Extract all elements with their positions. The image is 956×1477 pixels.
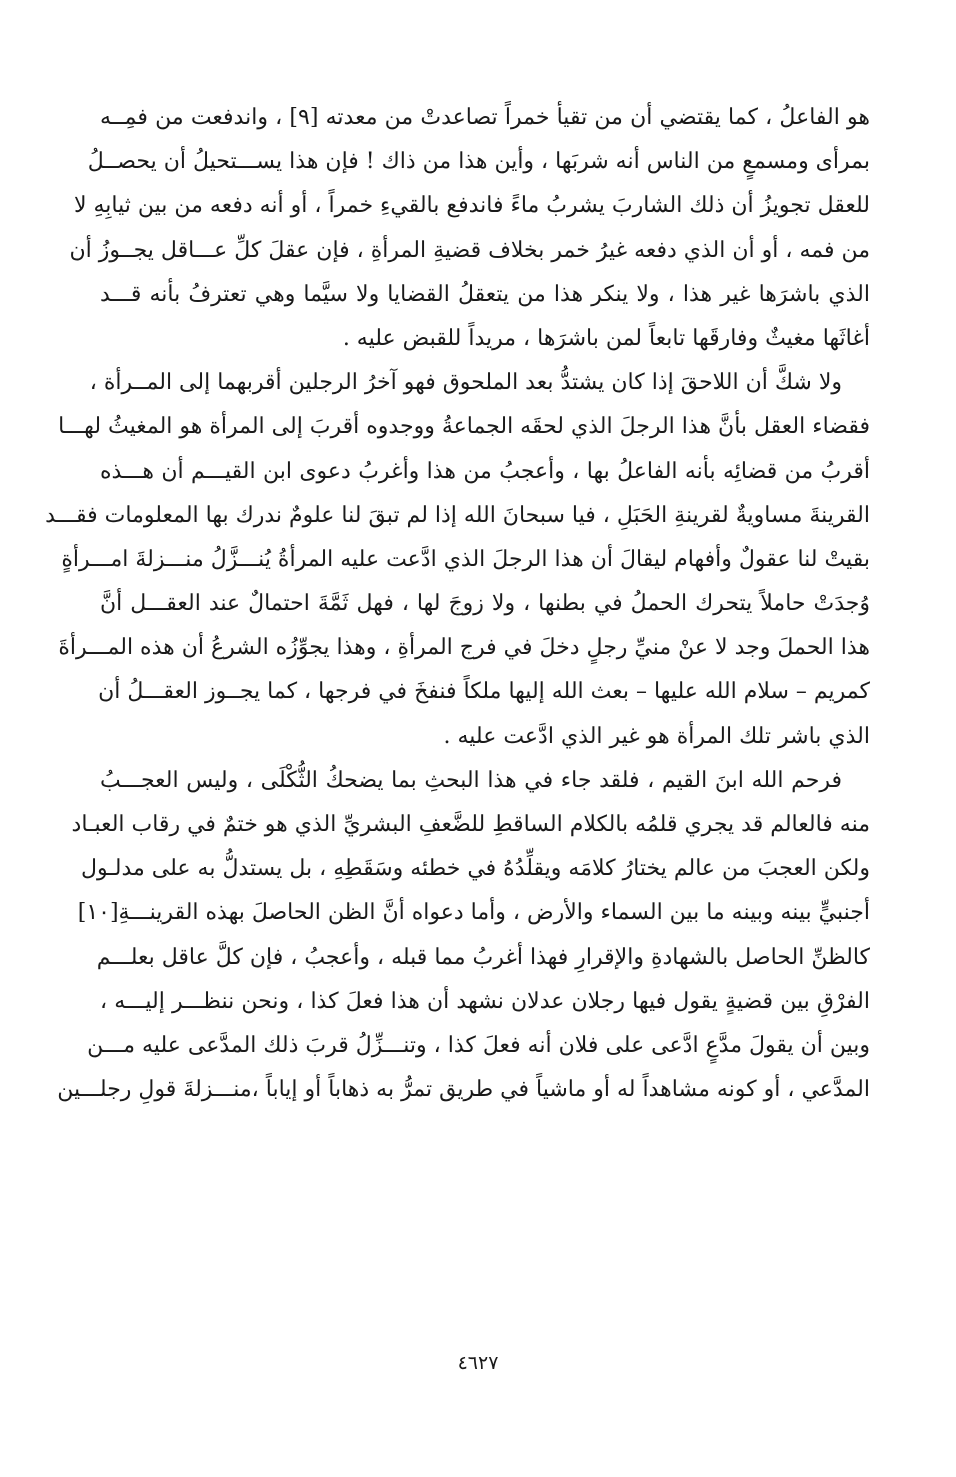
text-line: كالظنِّ الحاصل بالشهادةِ والإقرارِ فهذا أغربُ مما قبله ، وأعجبُ ، فإن كلَّ عاقل بعلـــم (96, 944, 870, 970)
text-line: كمريم – سلام الله عليها – بعث الله إليها ملكاً فنفخَ في فرجها ، كما يجــوز العقـــلُ أن (98, 679, 870, 705)
text-line: بقيتْ لنا عقولٌ وأفهام ليقالَ أن هذا الرجلَ الذي ادَّعت عليه المرأةُ يُنـــزَّلُ منـــزلةَ امـــرأةٍ (61, 546, 870, 572)
text-line: وبين أن يقولَ مدَّعٍ ادَّعى على فلان أنه فعلَ كذا ، وتنـــزِّلُ قربَ ذلك المدَّعى عليه مـــن (87, 1032, 870, 1058)
page-number: ٤٦٢٧ (457, 1352, 499, 1374)
paragraph-3 (57, 759, 870, 1113)
text-line: الفرْقِ بين قضيةٍ يقول فيها رجلان عدلان نشهد أن هذا فعلَ كذا ، ونحن ننظـــر إليـــه ، (100, 988, 870, 1014)
text-line: القرينةَ مساويةٌ لقرينةِ الحَبَلِ ، فيا سبحانَ الله إذا لم تبقَ لنا علومٌ ندرك بها المعلومات فقـــد (45, 502, 870, 528)
text-line: أقربُ من قضائِه بأنه الفاعلُ بها ، وأعجبُ من هذا وأغربُ دعوى ابن القيـــم أن هـــذه (100, 458, 870, 484)
text-line: الذي باشر تلك المرأة هو غير الذي ادَّعت عليه . (443, 723, 870, 749)
text-line: فرحم الله ابنَ القيم ، فلقد جاء في هذا البحثِ بما يضحكُ الثُّكْلَى ، وليس العجـــبُ (100, 767, 842, 793)
text-line: من فمه ، أو أن الذي دفعه غيرُ خمر بخلاف قضيةِ المرأةِ ، فإن عقلَ كلِّ عـــاقل يجــوزُ أن (69, 237, 870, 263)
text-line: وُجدَتْ حاملاً يتحرك الحملُ في بطنها ، ولا زوجَ لها ، فهل ثَمَّةَ احتمالٌ عند العقـــل أنَّ (100, 591, 870, 617)
text-line: هو الفاعلُ ، كما يقتضي أن من تقيأ خمراً تصاعدتْ من معدته [٩] ، واندفعت من فمِــه (100, 105, 870, 130)
text-line: أغاثَها مغيثٌ وفارقَها تابعاً لمن باشرَها ، مريداً للقبض عليه . (342, 325, 870, 351)
paragraph-1 (69, 96, 870, 361)
text-line: فقضاء العقل بأنَّ هذا الرجلَ الذي لحقَه الجماعةُ ووجدوه أقربَ إلى المرأة هو المغيثُ لهـــا (58, 414, 870, 440)
text-line: بمرأى ومسمعٍ من الناس أنه شربَها ، وأين هذا من ذاك ! فإن هذا يســـتحيلُ أن يحصــلُ (87, 149, 870, 175)
text-line: ولكن العجبَ من عالم يختارُ كلامَه ويقلِّدُهُ في خطئه وسَقَطِهِ ، بل يستدلُّ به على مدلـول (80, 856, 870, 882)
paragraph-2 (45, 361, 870, 759)
page-body (45, 96, 870, 1112)
text-line: أجنبيٍّ بينه وبينه ما بين السماء والأرض ، وأما دعواه أنَّ الظن الحاصلَ بهذه القرينـــةِ[١٠] (77, 900, 870, 926)
text-line: للعقل تجويزُ أن ذلك الشاربَ يشربُ ماءً فاندفع بالقيءِ خمراً ، أو أنه دفعه من بين ثيابِهِ لا (73, 193, 870, 219)
text-line: ولا شكَّ أن اللاحقَ إذا كان يشتدُّ بعد الملحوق فهو آخرُ الرجلين أقربهما إلى المــرأة ، (89, 370, 842, 396)
text-line: هذا الحملَ وجد لا عنْ منيِّ رجلٍ دخلَ في فرج المرأةِ ، وهذا يجوِّزُه الشرعُ أن هذه المـــرأةَ (58, 635, 870, 661)
text-line: المدَّعي ، أو كونه مشاهداً له أو ماشياً في طريق تمرُّ به ذهاباً أو إياباً ،منـــزلةَ قولِ رجلـــين (57, 1077, 870, 1103)
text-line: منه فالعالم قد يجري قلمُه بالكلام الساقطِ للضَّعفِ البشريِّ الذي هو ختمٌ في رقاب العبـاد (71, 812, 870, 837)
text-line: الذي باشرَها غير هذا ، ولا ينكر هذا من يتعقلُ القضايا ولا سيَّما وهي تعترفُ بأنه قـــد (100, 281, 870, 307)
